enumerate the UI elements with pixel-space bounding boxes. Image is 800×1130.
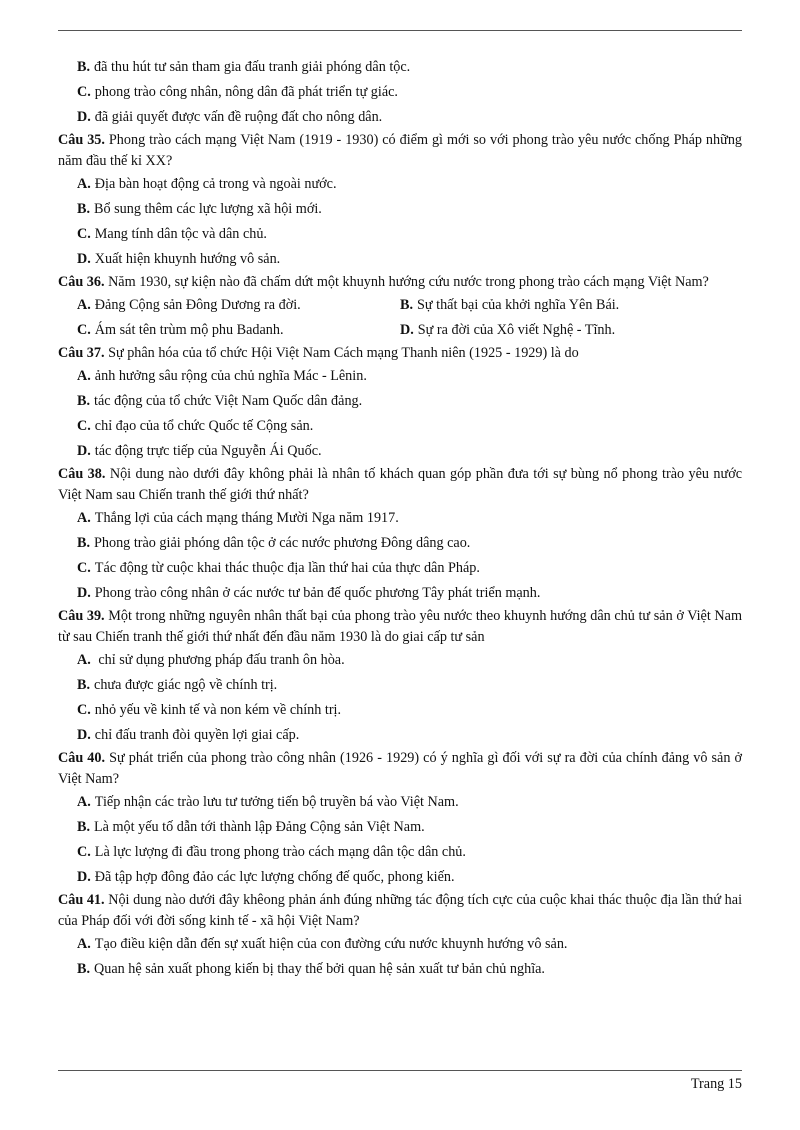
option-item: A. chỉ sử dụng phương pháp đấu tranh ôn hòa. [77, 652, 345, 668]
option-item: C. nhỏ yếu về kinh tế và non kém về chính trị. [77, 702, 342, 718]
question-39 [58, 606, 742, 748]
option-item: A. Đảng Cộng sản Đông Dương ra đời. [77, 297, 301, 313]
question-text: Một trong những nguyên nhân thất bại của phong trào yêu nước theo khuynh hướng dân chủ tư sản ở Việt Nam từ sau Chiến tranh thế giới thứ nhất đến đầu năm 1930 là do giai cấp tư sản [58, 608, 743, 645]
option-item: A. Thắng lợi của cách mạng tháng Mười Nga năm 1917. [77, 510, 399, 526]
continuation-options [58, 55, 742, 130]
option-item: B. Phong trào giải phóng dân tộc ở các nước phương Đông dâng cao. [77, 535, 471, 551]
footer-rule [58, 1070, 742, 1071]
option-item: C. Mang tính dân tộc và dân chủ. [77, 226, 267, 242]
option-item: A. Tạo điều kiện dẫn đến sự xuất hiện của con đường cứu nước khuynh hướng vô sản. [77, 936, 568, 952]
question-stem [58, 130, 742, 172]
option-item: D. Sự ra đời của Xô viết Nghệ - Tĩnh. [400, 322, 616, 338]
option-item: C. Là lực lượng đi đầu trong phong trào cách mạng dân tộc dân chủ. [77, 844, 466, 860]
question-37 [58, 343, 742, 464]
question-36 [58, 272, 742, 343]
option-item: B. Sự thất bại của khởi nghĩa Yên Bái. [400, 297, 620, 313]
question-35 [58, 130, 742, 272]
option-item: D. Phong trào công nhân ở các nước tư bản đế quốc phương Tây phát triển mạnh. [77, 585, 541, 601]
option-item: C. phong trào công nhân, nông dân đã phát triển tự giác. [77, 84, 398, 100]
question-text: Nội dung nào dưới đây khêong phản ánh đúng những tác động tích cực của cuộc khai thác thuộc địa lần thứ hai của Pháp đối với đời sống kinh tế - xã hội Việt Nam? [58, 892, 743, 929]
question-stem [58, 748, 742, 790]
question-label: Câu 40. [58, 750, 106, 766]
option-item: B. Là một yếu tố dẫn tới thành lập Đảng Cộng sản Việt Nam. [77, 819, 425, 835]
option-item: D. chỉ đấu tranh đòi quyền lợi giai cấp. [77, 727, 300, 743]
page-content [58, 55, 742, 982]
question-text: Sự phát triển của phong trào công nhân (1926 - 1929) có ý nghĩa gì đối với sự ra đời của chính đảng vô sản ở Việt Nam? [58, 750, 743, 787]
question-38 [58, 464, 742, 606]
question-text: Phong trào cách mạng Việt Nam (1919 - 1930) có điểm gì mới so với phong trào yêu nước chống Pháp những năm đầu thế kỉ XX? [58, 132, 742, 169]
option-item: D. đã giải quyết được vấn đề ruộng đất cho nông dân. [77, 109, 383, 125]
question-label: Câu 35. [58, 132, 105, 148]
option-item: C. chỉ đạo của tổ chức Quốc tế Cộng sản. [77, 418, 314, 434]
question-stem [58, 343, 742, 364]
option-item: D. Đã tập hợp đông đảo các lực lượng chống đế quốc, phong kiến. [77, 869, 455, 885]
option-item: B. Quan hệ sản xuất phong kiến bị thay thế bởi quan hệ sản xuất tư bản chủ nghĩa. [77, 961, 545, 977]
option-row [58, 318, 742, 343]
question-stem [58, 272, 742, 293]
option-item: B. tác động của tổ chức Việt Nam Quốc dân đảng. [77, 393, 363, 409]
question-label: Câu 36. [58, 274, 105, 290]
option-item: B. Bổ sung thêm các lực lượng xã hội mới. [77, 201, 322, 217]
option-item: A. Tiếp nhận các trào lưu tư tưởng tiến bộ truyền bá vào Việt Nam. [77, 794, 459, 810]
option-item: D. tác động trực tiếp của Nguyễn Ái Quốc. [77, 443, 322, 459]
question-text: Sự phân hóa của tổ chức Hội Việt Nam Cách mạng Thanh niên (1925 - 1929) là do [108, 345, 579, 361]
question-41 [58, 890, 742, 982]
question-stem [58, 890, 742, 932]
page-number: Trang 15 [690, 1076, 742, 1092]
option-item: B. chưa được giác ngộ về chính trị. [77, 677, 278, 693]
question-40 [58, 748, 742, 890]
option-item: C. Ám sát tên trùm mộ phu Badanh. [77, 322, 284, 338]
option-item: A. Địa bàn hoạt động cả trong và ngoài nước. [77, 176, 337, 192]
option-item: C. Tác động từ cuộc khai thác thuộc địa lần thứ hai của thực dân Pháp. [77, 560, 480, 576]
option-item: A. ảnh hưởng sâu rộng của chủ nghĩa Mác - Lênin. [77, 368, 367, 384]
question-stem [58, 606, 742, 648]
question-stem [58, 464, 742, 506]
question-label: Câu 37. [58, 345, 105, 361]
header-rule [58, 30, 742, 31]
option-row [58, 293, 742, 318]
question-label: Câu 39. [58, 608, 105, 624]
option-item: B. đã thu hút tư sản tham gia đấu tranh giải phóng dân tộc. [77, 59, 411, 75]
question-text: Nội dung nào dưới đây không phải là nhân tố khách quan góp phần đưa tới sự bùng nổ phong trào yêu nước Việt Nam sau Chiến tranh thế giới thứ nhất? [58, 466, 743, 503]
question-text: Năm 1930, sự kiện nào đã chấm dứt một khuynh hướng cứu nước trong phong trào cách mạng Việt Nam? [108, 274, 709, 290]
option-item: D. Xuất hiện khuynh hướng vô sản. [77, 251, 281, 267]
question-label: Câu 38. [58, 466, 106, 482]
question-label: Câu 41. [58, 892, 105, 908]
